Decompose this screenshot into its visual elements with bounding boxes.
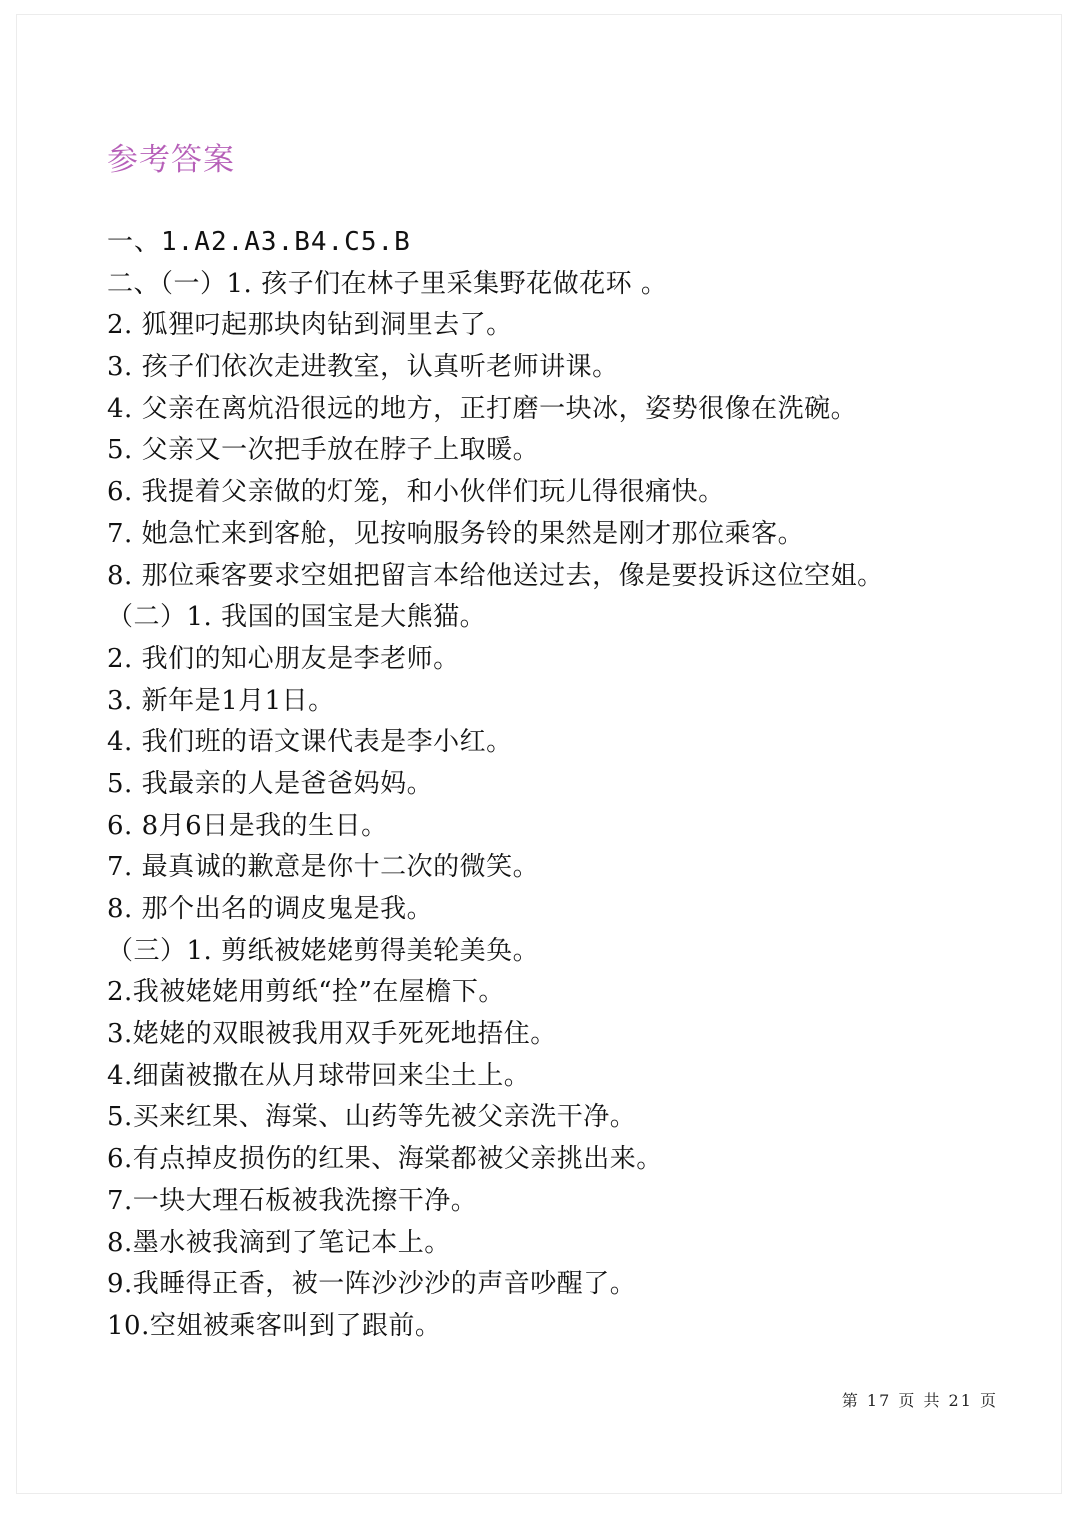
answer-line: 3.姥姥的双眼被我用双手死死地捂住。	[107, 1019, 557, 1050]
answer-line: 9.我睡得正香，被一阵沙沙沙的声音吵醒了。	[107, 1269, 637, 1300]
answer-line: （二）1. 我国的国宝是大熊猫。	[107, 602, 487, 633]
answer-line: 7. 她急忙来到客舱，见按响服务铃的果然是刚才那位乘客。	[107, 518, 805, 549]
answer-line: 7.一块大理石板被我洗擦干净。	[107, 1185, 478, 1216]
answer-line: 5. 我最亲的人是爸爸妈妈。	[107, 768, 434, 799]
answer-line: 8.墨水被我滴到了笔记本上。	[107, 1227, 451, 1258]
answer-line: 4.细菌被撒在从月球带回来尘土上。	[107, 1060, 531, 1091]
answer-line: 3. 孩子们依次走进教室，认真听老师讲课。	[107, 352, 619, 383]
answer-line: 6. 我提着父亲做的灯笼，和小伙伴们玩儿得很痛快。	[107, 477, 725, 508]
answer-line: 2.我被姥姥用剪纸“拴”在屋檐下。	[107, 977, 505, 1008]
answer-line: 8. 那位乘客要求空姐把留言本给他送过去，像是要投诉这位空姐。	[107, 560, 884, 591]
answer-line: 5.买来红果、海棠、山药等先被父亲洗干净。	[107, 1102, 637, 1133]
page-title: 参考答案	[107, 142, 235, 178]
answer-line: 4. 父亲在离炕沿很远的地方，正打磨一块冰，姿势很像在洗碗。	[107, 393, 858, 424]
answer-line: 4. 我们班的语文课代表是李小红。	[107, 727, 513, 758]
answer-line: 2. 狐狸叼起那块肉钻到洞里去了。	[107, 310, 513, 341]
answer-line: 7. 最真诚的歉意是你十二次的微笑。	[107, 852, 540, 883]
answer-list	[107, 222, 1007, 1348]
answer-line: 8. 那个出名的调皮鬼是我。	[107, 894, 434, 924]
answer-line: （三）1. 剪纸被姥姥剪得美轮美奂。	[107, 935, 540, 966]
answer-line: 3. 新年是1月1日。	[107, 685, 335, 716]
answer-line: 10.空姐被乘客叫到了跟前。	[107, 1310, 442, 1341]
answer-line: 2. 我们的知心朋友是李老师。	[107, 643, 460, 674]
answer-line: 一、1.A2.A3.B4.C5.B	[107, 227, 411, 257]
answer-line: 5. 父亲又一次把手放在脖子上取暖。	[107, 435, 540, 466]
answer-line: 6. 8月6日是我的生日。	[107, 810, 388, 841]
page-number: 第 17 页 共 21 页	[841, 1391, 998, 1410]
answer-line: 6.有点掉皮损伤的红果、海棠都被父亲挑出来。	[107, 1144, 663, 1175]
answer-line: 二、（一）1. 孩子们在林子里采集野花做花环 。	[107, 268, 668, 299]
